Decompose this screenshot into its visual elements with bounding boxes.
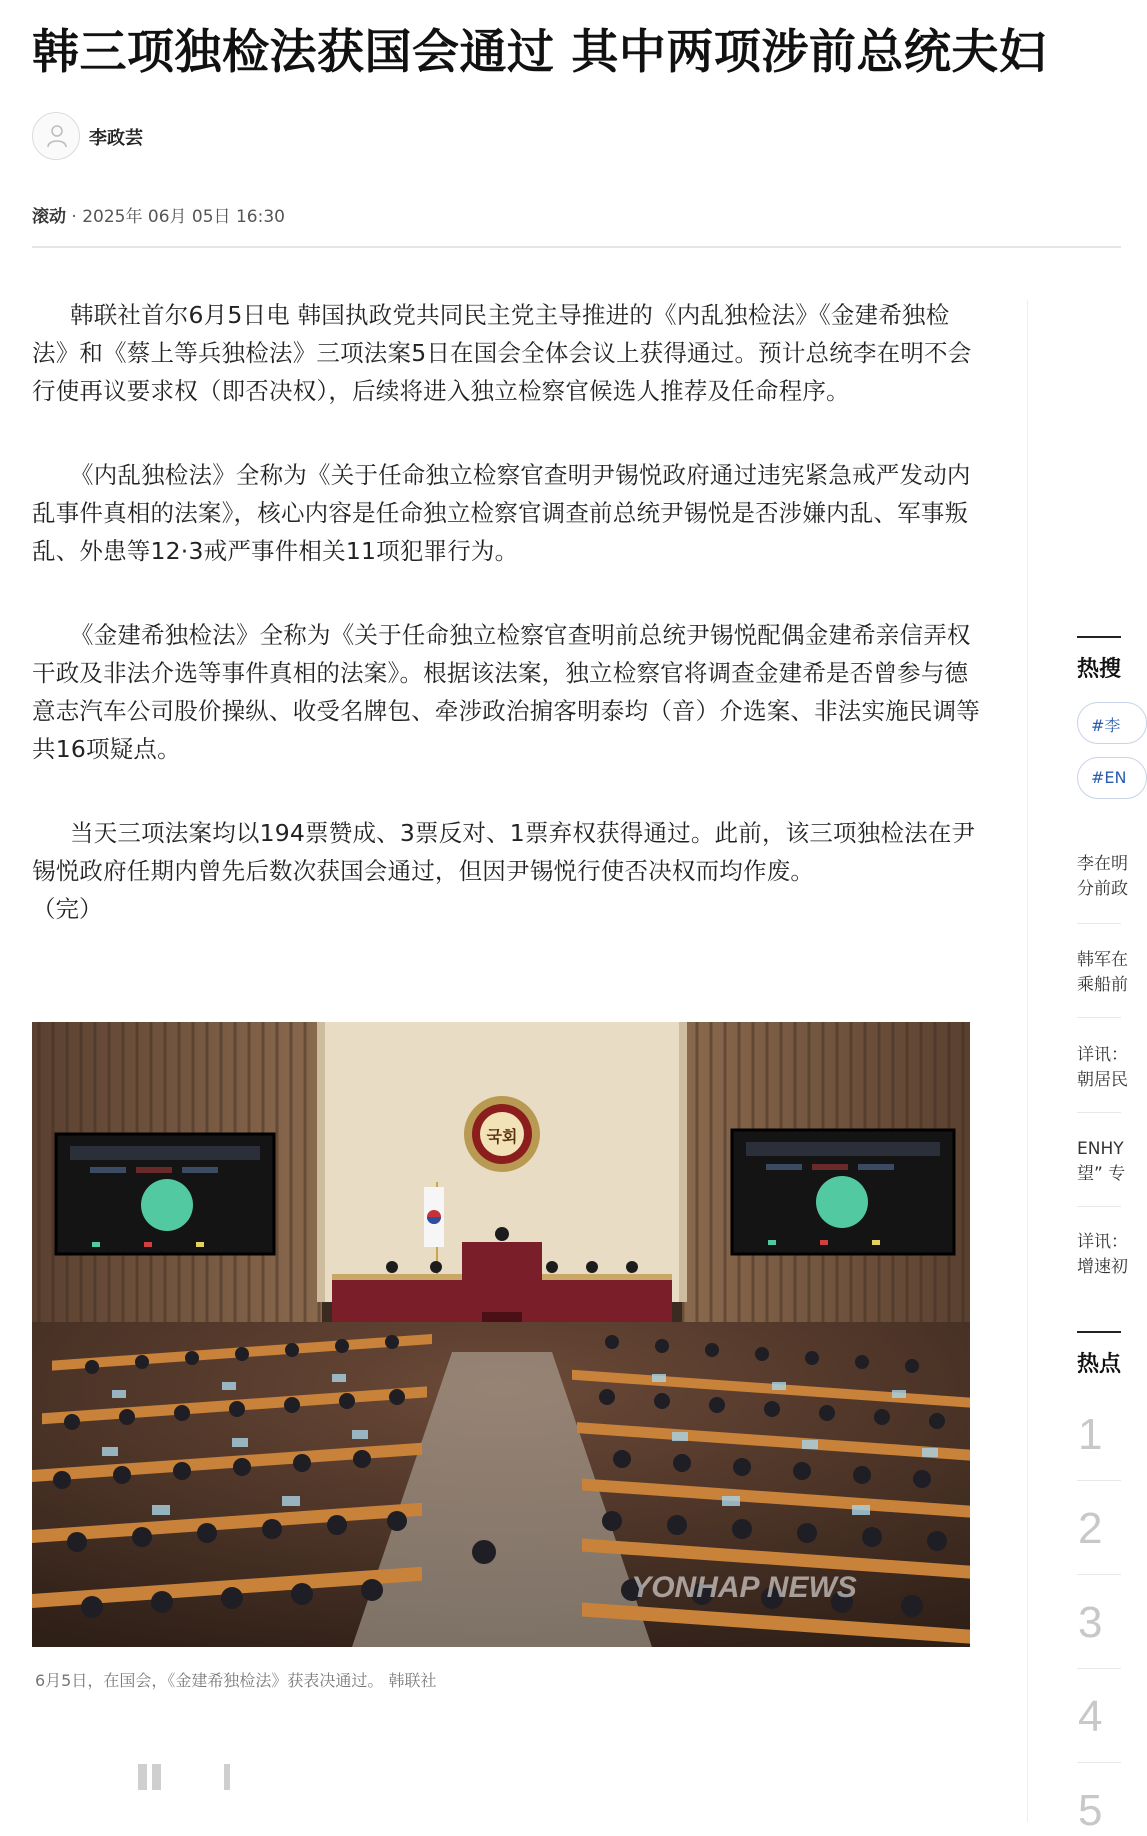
article-body <box>32 296 982 928</box>
author-avatar[interactable] <box>32 112 80 160</box>
news-title-line: 李在明 <box>1077 854 1128 874</box>
article-paragraph: 《金建希独检法》全称为《关于任命独立检察官查明前总统尹锡悦配偶金建希亲信弄权干政及非法介选等事件真相的法案》。根据该法案，独立检察官将调查金建希是否曾参与德意志汽车公司股价操纵、收受名牌包、牵涉政治掮客明泰均（音）介选案、非法实施民调等共16项疑点。 <box>32 621 980 763</box>
hot-tag[interactable]: #EN <box>1077 757 1147 799</box>
sidebar-news-item[interactable] <box>1077 1137 1126 1187</box>
news-title-line: 分前政 <box>1077 879 1128 899</box>
channel-label[interactable]: 滚动 <box>32 207 66 227</box>
toolbar-icon[interactable] <box>224 1764 230 1790</box>
article-ending: （完） <box>32 895 103 923</box>
sidebar-news-item[interactable] <box>1077 948 1128 998</box>
news-divider <box>1077 1112 1121 1113</box>
rank-divider <box>1077 1668 1121 1669</box>
news-title-line: ENHY <box>1077 1139 1124 1159</box>
rank-number[interactable]: 1 <box>1078 1410 1103 1459</box>
news-title-line: 详讯： <box>1077 1232 1128 1252</box>
rank-number[interactable]: 4 <box>1078 1692 1103 1741</box>
news-title-line: 增速初 <box>1077 1257 1128 1277</box>
toolbar-icon[interactable] <box>152 1764 161 1790</box>
sidebar-top-line <box>1077 636 1121 638</box>
photo-watermark: YONHAP NEWS <box>631 1571 857 1604</box>
user-avatar-icon <box>46 124 68 148</box>
rank-number[interactable]: 3 <box>1078 1598 1103 1647</box>
sidebar-section-line <box>1077 1331 1121 1333</box>
sidebar-news-item[interactable] <box>1077 1043 1128 1093</box>
rank-number[interactable]: 2 <box>1078 1504 1103 1553</box>
news-title-line: 乘船前 <box>1077 975 1128 995</box>
hot-tag[interactable]: #李 <box>1077 702 1147 744</box>
article-paragraph: 韩联社首尔6月5日电 韩国执政党共同民主党主导推进的《内乱独检法》《金建希独检法》和《蔡上等兵独检法》三项法案5日在国会全体会议上获得通过。预计总统李在明不会行使再议要求权（即否决权），后续将进入独立检察官候选人推荐及任命程序。 <box>32 301 972 405</box>
article-photo[interactable] <box>32 1022 970 1647</box>
hot-topics-title: 热点 <box>1077 1352 1122 1377</box>
news-divider <box>1077 1017 1121 1018</box>
news-title-line: 望” 专 <box>1077 1164 1126 1184</box>
rank-number[interactable]: 5 <box>1078 1786 1103 1835</box>
toolbar-icon[interactable] <box>138 1764 147 1790</box>
hot-search-title: 热搜 <box>1077 657 1122 682</box>
photo-caption: 6月5日，在国会，《金建希独检法》获表决通过。 韩联社 <box>35 1671 437 1690</box>
meta-separator: · <box>71 207 77 227</box>
rank-divider <box>1077 1574 1121 1575</box>
assembly-hall-illustration <box>32 1022 970 1647</box>
emblem-text: 국회 <box>486 1127 518 1146</box>
article-paragraph: 当天三项法案均以194票赞成、3票反对、1票弃权获得通过。此前，该三项独检法在尹锡悦政府任期内曾先后数次获国会通过，但因尹锡悦行使否决权而均作废。 <box>32 819 976 885</box>
rank-divider <box>1077 1762 1121 1763</box>
news-title-line: 韩军在 <box>1077 950 1128 970</box>
news-title-line: 朝居民 <box>1077 1070 1128 1090</box>
publish-datetime: 2025年 06月 05日 16:30 <box>82 207 285 227</box>
header-divider <box>32 246 1121 248</box>
sidebar-news-item[interactable] <box>1077 852 1128 902</box>
news-divider <box>1077 923 1121 924</box>
news-divider <box>1077 1206 1121 1207</box>
sidebar-news-item[interactable] <box>1077 1230 1128 1280</box>
article-meta <box>32 202 285 227</box>
article-title: 韩三项独检法获国会通过 其中两项涉前总统夫妇 <box>32 25 1047 80</box>
news-title-line: 详讯： <box>1077 1045 1128 1065</box>
author-name[interactable]: 李政芸 <box>89 128 143 149</box>
rank-divider <box>1077 1480 1121 1481</box>
sidebar-divider <box>1027 300 1028 1822</box>
article-paragraph: 《内乱独检法》全称为《关于任命独立检察官查明尹锡悦政府通过违宪紧急戒严发动内乱事件真相的法案》，核心内容是任命独立检察官调查前总统尹锡悦是否涉嫌内乱、军事叛乱、外患等12·3戒严事件相关11项犯罪行为。 <box>32 461 971 565</box>
